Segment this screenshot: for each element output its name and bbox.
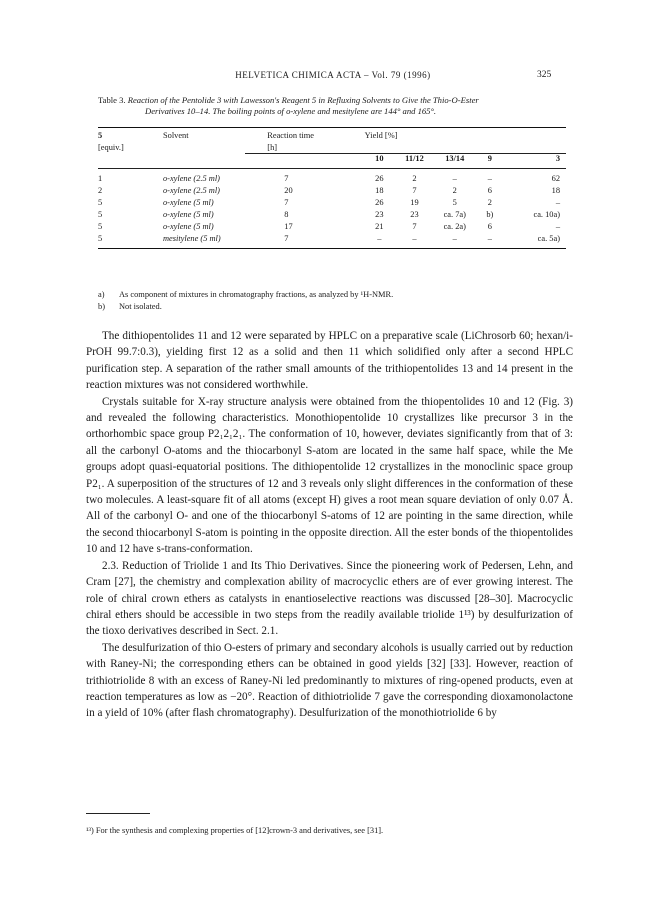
table-cell: b) [486, 210, 494, 219]
table-cell: 8 [284, 210, 289, 219]
table-cell: ca. 10a) [533, 210, 560, 219]
paragraph: Crystals suitable for X-ray structure analysis were obtained from the thiopentolides 10 and 12 (Fig. 3) and revealed the following characteristics. Monothiopentolide 10 crystallizes like precursor 3 in the orthorhombic space group P2₁2₁2₁. The conformation of 10, however, deviates significantly from that of 3: all the carbonyl O-atoms and the thiocarbonyl S-atom are located in the same half space, while the Me groups adopt quasi-equatorial positions. The dithiopentolide 12 crystallizes in the monoclinic space group P2₁. A superposition of the structures of 12 and 3 reveals only slight differences in the conformation of these two molecules. A least-square fit of all atoms (except H) gives a root mean square deviation of only 0.07 Å. All of the carbonyl O- and one of the thiocarbonyl S-atoms of 12 are pointing in the same direction, while the second thiocarbonyl S-atom is pointing in the opposite direction. All the ester bonds of the thiopentolides 10 and 12 have s-trans-conformation. [86, 395, 573, 556]
table-top-rule [98, 127, 566, 128]
table-row [98, 209, 566, 221]
table-bottom-rule [98, 248, 566, 249]
table-cell: 19 [410, 198, 419, 207]
caption-label: Table 3. [98, 95, 128, 105]
table-cell: – [555, 222, 560, 231]
table-cell: 2 [487, 198, 492, 207]
table-cell: o-xylene (2.5 ml) [162, 174, 220, 183]
table-cell: 7 [284, 174, 289, 183]
col-time-unit: [h] [267, 143, 278, 152]
table-cell: 26 [375, 174, 384, 183]
page-number: 325 [537, 70, 552, 80]
table-cell: – [412, 234, 417, 243]
table-note [98, 289, 568, 301]
table-row [98, 185, 566, 197]
table-cell: mesitylene (5 ml) [162, 234, 221, 243]
table-cell: 62 [551, 174, 560, 183]
caption-text-2: Derivatives 10–14. The boiling points of o-xylene and mesitylene are 144° and 165°. [145, 106, 437, 116]
col-yield: Yield [%] [364, 131, 398, 140]
table-cell: 2 [412, 174, 417, 183]
table-body [98, 173, 566, 245]
paragraph: 2.3. Reduction of Triolide 1 and Its Thio Derivatives. Since the pioneering work of Pedersen, Lehn, and Cram [27], the chemistry and complexation ability of macrocyclic ethers are of ever growing interest. The role of chiral crown ethers as catalysts in enantioselective reactions was discussed [28–30]. Macrocyclic chiral ethers should be accessible in two steps from the readily available triolide 1¹³) by desulfurization of the tioxo derivatives described in Sect. 2.1. [86, 559, 573, 638]
body-text [86, 328, 573, 722]
table-cell: 7 [412, 186, 417, 195]
note-text: As component of mixtures in chromatography fractions, as analyzed by ¹H-NMR. [119, 290, 394, 299]
table-cell: 1 [98, 174, 103, 183]
table-cell: 7 [412, 222, 417, 231]
table-cell: 20 [284, 186, 293, 195]
table-cell: – [487, 174, 492, 183]
table-cell: 5 [98, 234, 103, 243]
table-cell: 18 [375, 186, 384, 195]
yield-col-11-12: 11/12 [405, 154, 424, 163]
table-cell: ca. 7a) [443, 210, 466, 219]
table-cell: – [452, 174, 457, 183]
table-cell: 23 [375, 210, 384, 219]
table-cell: 2 [452, 186, 457, 195]
table-cell: – [452, 234, 457, 243]
col-time: Reaction time [267, 131, 315, 140]
table-cell: 7 [284, 198, 289, 207]
caption-text-1: Reaction of the Pentolide 3 with Lawesson's Reagent 5 in Refluxing Solvents to Give the Thio-O-Ester [127, 95, 479, 105]
paragraph: The dithiopentolides 11 and 12 were separated by HPLC on a preparative scale (LiChrosorb 60; hexan/i-PrOH 99.7:0.3), yielding first 12 as a solid and then 11 which solidified only after a second HPLC purification step. A separation of the rather small amounts of the trithiopentolides 13 and 14 present in the reaction mixtures was not considered worthwhile. [86, 330, 573, 392]
yield-col-13-14: 13/14 [445, 154, 465, 163]
table-cell: 5 [98, 210, 103, 219]
note-text: Not isolated. [119, 302, 162, 311]
footnote: ¹³) For the synthesis and complexing properties of [12]crown-3 and derivatives, see [31]. [86, 826, 384, 835]
note-mark: b) [98, 302, 105, 311]
col-reagent-unit: [equiv.] [98, 143, 124, 152]
table-cell: 6 [487, 222, 492, 231]
yield-col-10: 10 [375, 154, 384, 163]
table-cell: o-xylene (2.5 ml) [162, 186, 220, 195]
table-row [98, 197, 566, 209]
table-cell: 21 [375, 222, 384, 231]
table-caption [98, 95, 568, 117]
table-cell: 18 [551, 186, 560, 195]
table-cell: 7 [284, 234, 289, 243]
results-table [98, 130, 566, 245]
table-cell: – [487, 234, 492, 243]
table-row [98, 173, 566, 185]
table-note [98, 301, 568, 313]
table-notes [98, 289, 568, 313]
table-cell: 17 [284, 222, 293, 231]
table-row [98, 221, 566, 233]
yield-col-9: 9 [487, 154, 492, 163]
col-reagent: 5 [98, 131, 103, 140]
table-cell: 5 [452, 198, 457, 207]
table-row [98, 233, 566, 245]
running-header: HELVETICA CHIMICA ACTA – Vol. 79 (1996) [235, 70, 431, 80]
table-cell: 23 [410, 210, 419, 219]
paragraph: The desulfurization of thio O-esters of primary and secondary alcohols is usually carried out by reduction with Raney-Ni; the corresponding ethers can be obtained in good yields [32] [33]. However, reaction of trithiotriolide 8 with an excess of Raney-Ni led predominantly to mixtures of ring-opened products, even at reaction temperatures as low as −20°. Reaction of dithiotriolide 7 gave the corresponding dioxamonolactone in a yield of 10% (after flash chromatography). Desulfurization of the monothiotriolide 6 by [86, 641, 573, 720]
table-cell: 26 [375, 198, 384, 207]
table-cell: o-xylene (5 ml) [162, 210, 214, 219]
col-solvent: Solvent [162, 131, 189, 140]
table-cell: 5 [98, 198, 103, 207]
table-cell: – [555, 198, 560, 207]
note-mark: a) [98, 290, 105, 299]
table-cell: o-xylene (5 ml) [162, 222, 214, 231]
table-cell: 2 [98, 186, 103, 195]
table-cell: ca. 2a) [443, 222, 466, 231]
table-cell: – [377, 234, 382, 243]
table-cell: 6 [487, 186, 492, 195]
yield-col-3: 3 [555, 154, 560, 163]
table-cell: o-xylene (5 ml) [162, 198, 214, 207]
table-cell: ca. 5a) [537, 234, 560, 243]
footnote-rule [86, 813, 150, 814]
table-cell: 5 [98, 222, 103, 231]
